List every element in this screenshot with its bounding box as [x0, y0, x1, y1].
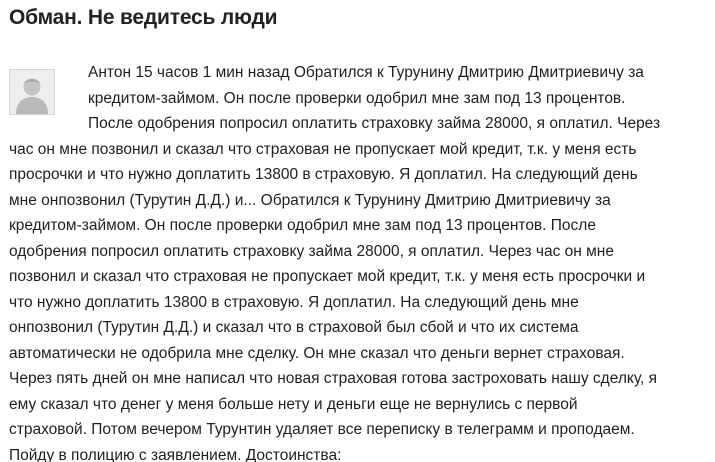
- user-avatar-placeholder-icon: [10, 70, 54, 114]
- review-card: [9, 60, 705, 462]
- review-title: Обман. Не ведитесь люди: [9, 6, 278, 29]
- review-text: [9, 60, 705, 462]
- review-text-line: Через пять дней он мне написал что новая страховая готова застроховать нашу сделку, я: [9, 370, 658, 387]
- review-author[interactable]: Антон: [88, 64, 132, 81]
- review-text-line: кредитом-займом. Он после проверки одобрил мне зам под 13 процентов.: [88, 89, 626, 107]
- review-text-line: Пойду в полицию с заявлением. Достоинства:: [9, 446, 342, 462]
- review-text-line: страховой. Потом вечером Турунтин удаляет все переписку в телеграмм и проподаем.: [9, 421, 635, 438]
- review-text-line: что нужно доплатить 13800 в страховую. Я доплатил. На следующий день мне: [9, 293, 579, 311]
- review-text-line: ему сказал что денег у меня больше нету и деньги еще не вернулись с первой: [9, 395, 578, 413]
- review-text-line: час он мне позвонил и сказал что страховая не пропускает мой кредит, т.к. у меня есть: [9, 140, 637, 158]
- review-text-line: онпозвонил (Турутин Д.Д.) и сказал что в страховой был сбой и что их система: [9, 319, 579, 336]
- review-time: 15 часов 1 мин назад: [135, 64, 290, 81]
- review-text-line: просрочки и что нужно доплатить 13800 в страховую. Я доплатил. На следующий день: [9, 166, 638, 183]
- review-text-line: кредитом-займом. Он после проверки одобрил мне зам под 13 процентов. После: [9, 217, 596, 234]
- review-text-line: автоматически не одобрила мне сделку. Он мне сказал что деньги вернет страховая.: [9, 344, 625, 362]
- review-text-line: позвонил и сказал что страховая не пропускает мой кредит, т.к. у меня есть просрочки и: [9, 268, 646, 285]
- review-text-line: одобрения попросил оплатить страховку займа 28000, я оплатил. Через час он мне: [9, 242, 614, 260]
- review-text-line: мне онпозвонил (Турутин Д.Д.) и... Обратился к Турунину Дмитрию Дмитриевичу за: [9, 191, 611, 209]
- review-text-line: Обратился к Турунину Дмитрию Дмитриевичу за: [293, 64, 644, 81]
- review-text-line: После одобрения попросил оплатить страховку займа 28000, я оплатил. Через: [88, 115, 661, 132]
- review-line-1: [9, 60, 705, 86]
- avatar[interactable]: [9, 69, 55, 115]
